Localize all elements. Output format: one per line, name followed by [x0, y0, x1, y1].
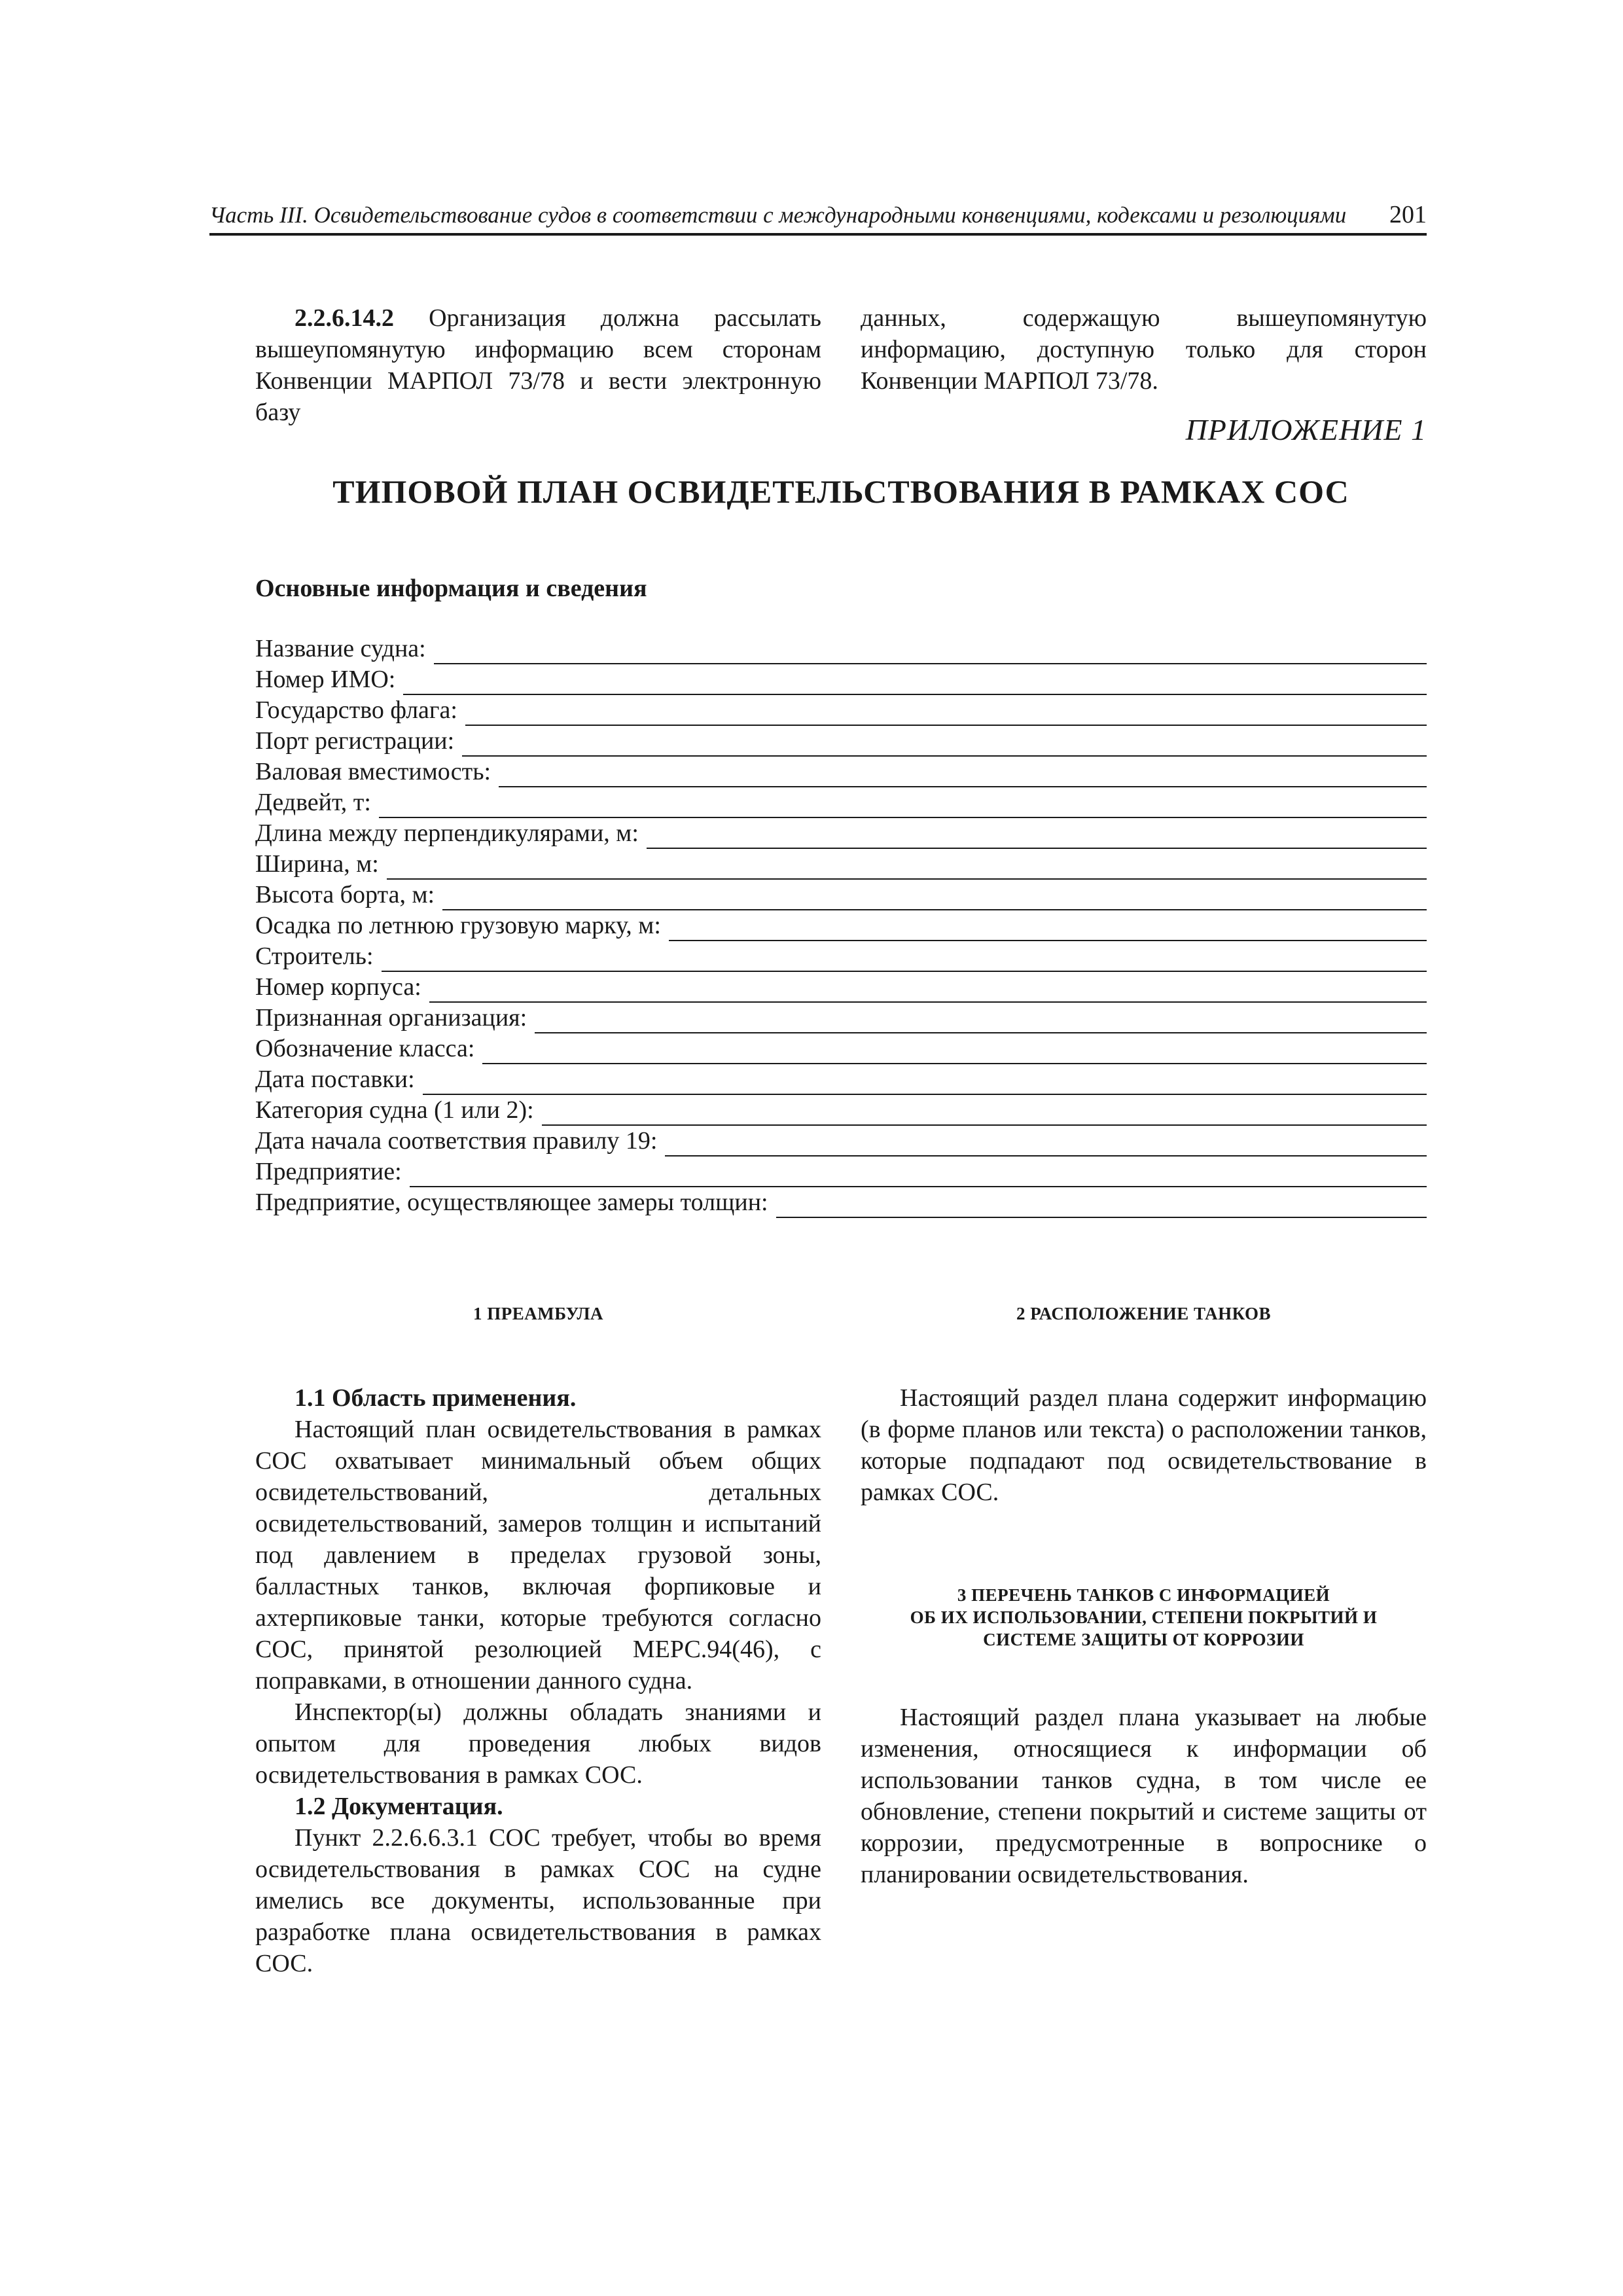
form-field-label: Дата поставки:: [255, 1066, 415, 1093]
form-field-blank-line[interactable]: [665, 1132, 1427, 1157]
form-field-row: [255, 726, 1427, 757]
form-field-row: [255, 634, 1427, 664]
form-field-blank-line[interactable]: [465, 701, 1427, 726]
form-field-blank-line[interactable]: [647, 824, 1427, 849]
form-field-blank-line[interactable]: [535, 1009, 1427, 1033]
section-3-heading-line-1: 3 ПЕРЕЧЕНЬ ТАНКОВ С ИНФОРМАЦИЕЙ: [957, 1585, 1330, 1605]
form-field-row: [255, 910, 1427, 941]
appendix-label: ПРИЛОЖЕНИЕ 1: [1185, 413, 1427, 446]
section-1-body: [255, 1382, 821, 1979]
section-3-paragraph: Настоящий раздел плана указывает на любые изменения, относящиеся к информации об использовании танков судна, в том числе ее обновление, степени покрытий и системе защиты от коррозии, предусмотренные в вопроснике о планировании освидетельствования.: [861, 1704, 1427, 1888]
form-field-blank-line[interactable]: [382, 947, 1427, 972]
section-3-heading-line-3: СИСТЕМЕ ЗАЩИТЫ ОТ КОРРОЗИИ: [983, 1630, 1304, 1649]
form-field-blank-line[interactable]: [482, 1039, 1427, 1064]
form-field-label: Осадка по летнюю грузовую марку, м:: [255, 912, 661, 939]
form-field-row: [255, 1187, 1427, 1218]
form-field-row: [255, 1003, 1427, 1033]
subsection-1-1-paragraph-1: Настоящий план освидетельствования в рамках СОС охватывает минимальный объем общих освидетельствований, детальных освидетельствований, замеров толщин и испытаний под давлением в пределах грузовой зоны, балластных танков, включая форпиковые и ахтерпиковые танки, которые требуются согласно СОС, принятой резолюцией МЕРС.94(46), с поправками, в отношении данного судна.: [255, 1416, 821, 1695]
section-2-body: [861, 1382, 1427, 1508]
form-field-row: [255, 664, 1427, 695]
form-field-label: Категория судна (1 или 2):: [255, 1096, 534, 1124]
form-field-blank-line[interactable]: [434, 639, 1427, 664]
form-field-blank-line[interactable]: [462, 732, 1427, 757]
form-field-blank-line[interactable]: [379, 793, 1427, 818]
form-field-row: [255, 1033, 1427, 1064]
intro-right: [861, 302, 1427, 428]
form-field-label: Номер корпуса:: [255, 973, 421, 1001]
form-field-label: Государство флага:: [255, 696, 457, 724]
document-title: ТИПОВОЙ ПЛАН ОСВИДЕТЕЛЬСТВОВАНИЯ В РАМКАХ СОС: [332, 473, 1349, 510]
form-field-blank-line[interactable]: [542, 1101, 1427, 1126]
form-field-blank-line[interactable]: [442, 886, 1427, 910]
form-field-label: Валовая вместимость:: [255, 758, 491, 785]
ship-particulars-form: [255, 634, 1427, 1218]
form-field-label: Ширина, м:: [255, 850, 379, 878]
form-field-label: Номер ИМО:: [255, 666, 396, 693]
form-field-row: [255, 818, 1427, 849]
section-3-heading-line-2: ОБ ИХ ИСПОЛЬЗОВАНИИ, СТЕПЕНИ ПОКРЫТИЙ И: [910, 1607, 1378, 1627]
form-field-label: Дата начала соответствия правилу 19:: [255, 1127, 658, 1155]
section-3-heading: [861, 1584, 1427, 1651]
page-number: 201: [1389, 201, 1427, 228]
form-field-label: Обозначение класса:: [255, 1035, 475, 1062]
intro-right-text: данных, содержащую вышеупомянутую информацию, доступную только для сторон Конвенции МАРПОЛ 73/78.: [861, 304, 1427, 395]
intro-columns: [255, 302, 1427, 428]
form-field-blank-line[interactable]: [669, 916, 1427, 941]
form-field-row: [255, 757, 1427, 787]
form-field-row: [255, 941, 1427, 972]
section-2-heading: 2 РАСПОЛОЖЕНИЕ ТАНКОВ: [1016, 1304, 1272, 1323]
form-field-label: Строитель:: [255, 942, 374, 970]
section-2-paragraph: Настоящий раздел плана содержит информацию (в форме планов или текста) о расположении танков, которые подпадают под освидетельствование в рамках СОС.: [861, 1384, 1427, 1506]
intro-left: [255, 302, 821, 428]
form-field-label: Признанная организация:: [255, 1004, 527, 1031]
section-3-body: [861, 1702, 1427, 1890]
clause-number: 2.2.6.14.2: [294, 304, 394, 332]
form-field-label: Название судна:: [255, 635, 426, 662]
form-field-row: [255, 849, 1427, 880]
subsection-1-2-title: 1.2 Документация.: [294, 1793, 503, 1820]
form-field-label: Порт регистрации:: [255, 727, 455, 755]
form-field-row: [255, 1064, 1427, 1095]
form-field-label: Длина между перпендикулярами, м:: [255, 819, 639, 847]
form-field-label: Высота борта, м:: [255, 881, 435, 908]
basic-info-heading: Основные информация и сведения: [255, 575, 647, 602]
form-field-row: [255, 787, 1427, 818]
form-field-blank-line[interactable]: [776, 1193, 1427, 1218]
form-field-row: [255, 695, 1427, 726]
form-field-row: [255, 1126, 1427, 1157]
running-header: [209, 200, 1427, 236]
form-field-label: Дедвейт, т:: [255, 789, 371, 816]
form-field-row: [255, 972, 1427, 1003]
subsection-1-1-title: 1.1 Область применения.: [294, 1384, 577, 1412]
section-1-heading: 1 ПРЕАМБУЛА: [473, 1304, 603, 1323]
form-field-blank-line[interactable]: [499, 762, 1427, 787]
form-field-blank-line[interactable]: [410, 1162, 1427, 1187]
intro-left-text: Организация должна рассылать вышеупомянутую информацию всем сторонам Конвенции МАРПОЛ 73/78 и вести электронную базу: [255, 304, 821, 426]
form-field-label: Предприятие, осуществляющее замеры толщин:: [255, 1189, 768, 1216]
form-field-row: [255, 1157, 1427, 1187]
form-field-label: Предприятие:: [255, 1158, 402, 1185]
form-field-blank-line[interactable]: [387, 855, 1427, 880]
form-field-blank-line[interactable]: [403, 670, 1427, 695]
form-field-row: [255, 1095, 1427, 1126]
form-field-blank-line[interactable]: [429, 978, 1427, 1003]
running-title: Часть III. Освидетельствование судов в соответствии с международными конвенциями, кодексами и резолюциями: [209, 202, 1347, 228]
form-field-row: [255, 880, 1427, 910]
form-field-blank-line[interactable]: [423, 1070, 1427, 1095]
subsection-1-2-paragraph-1: Пункт 2.2.6.6.3.1 СОС требует, чтобы во время освидетельствования в рамках СОС на судне имелись все документы, использованные при разработке плана освидетельствования в рамках СОС.: [255, 1824, 821, 1977]
subsection-1-1-paragraph-2: Инспектор(ы) должны обладать знаниями и опытом для проведения любых видов освидетельствования в рамках СОС.: [255, 1698, 821, 1789]
